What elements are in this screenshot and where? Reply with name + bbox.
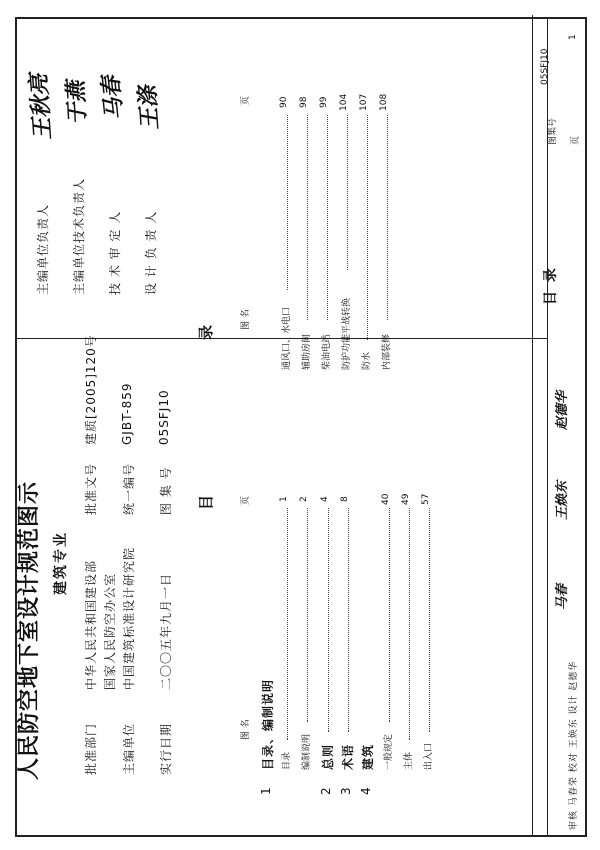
title-block-atlas-no: 05SFJ10	[540, 48, 550, 85]
info-value-date: 二〇〇五年九月一日	[159, 572, 173, 690]
toc-page: 8	[340, 496, 350, 502]
info-label-doc-no: 批准文号	[84, 462, 98, 515]
toc-col-name-left: 图 名	[241, 719, 251, 740]
toc-item: 柴油电站	[322, 333, 332, 370]
toc-item: 总则	[321, 743, 335, 770]
toc-leader	[347, 115, 348, 270]
page-title: 人民防空地下室设计规范图示	[16, 480, 42, 780]
toc-page: 98	[299, 96, 309, 108]
toc-num: 3	[339, 786, 353, 795]
toc-item: 术语	[341, 743, 355, 770]
toc-page: 4	[320, 496, 330, 502]
toc-leader	[387, 115, 388, 320]
info-value-atlas-no: 05SFJ10	[157, 389, 171, 445]
toc-page: 40	[381, 493, 391, 505]
toc-page: 104	[339, 93, 349, 111]
toc-num: 2	[319, 786, 333, 795]
info-value-editor: 中国建筑标准设计研究院	[122, 546, 136, 690]
toc-page: 107	[359, 93, 369, 111]
info-value-approver: 中华人民共和国建设部	[84, 559, 98, 690]
title-block-page-no: 1	[568, 34, 578, 40]
toc-item: 防水	[362, 351, 372, 370]
info-value-unified-no: GJBT-859	[120, 382, 134, 445]
signature-atlas-a: 马春	[555, 583, 570, 610]
role-chief-unit: 主编单位负责人	[36, 203, 50, 295]
toc-heading-left: 目	[197, 494, 215, 510]
role-design-lead: 设 计 负 责 人	[144, 210, 158, 295]
info-label-approver: 批准部门	[84, 722, 98, 775]
signature-tech-lead: 于燕	[62, 80, 92, 126]
page-subtitle: 建筑专业	[53, 531, 69, 595]
toc-leader	[389, 508, 390, 722]
signature-chief-unit: 王秋亮	[25, 73, 57, 141]
title-block-rule	[532, 15, 533, 835]
toc-leader	[307, 115, 308, 320]
toc-leader	[327, 115, 328, 320]
toc-col-page-right: 页	[241, 95, 251, 105]
toc-leader	[307, 508, 308, 722]
toc-col-page-left: 页	[241, 495, 251, 505]
role-reviewer: 技 术 审 定 人	[108, 210, 122, 295]
toc-leader	[287, 115, 288, 290]
info-value-doc-no: 建质[2005]120号	[84, 334, 98, 445]
toc-num: 4	[359, 786, 373, 795]
toc-page: 108	[379, 93, 389, 111]
signature-design-lead: 王涤	[134, 85, 164, 131]
toc-page: 90	[279, 96, 289, 108]
toc-leader	[409, 508, 410, 740]
toc-leader	[348, 508, 349, 732]
info-label-editor: 主编单位	[122, 722, 136, 775]
toc-leader	[429, 508, 430, 732]
toc-item: 建筑	[361, 743, 375, 770]
toc-item: 内部装修	[382, 333, 392, 370]
info-value-approver-2: 国家人民防空办公室	[103, 572, 117, 690]
toc-page: 2	[299, 496, 309, 502]
signature-reviewer: 马春	[97, 74, 129, 122]
toc-item: 目录、编制说明	[261, 678, 275, 770]
toc-leader	[367, 115, 368, 340]
toc-item: 目录	[282, 751, 292, 770]
signature-atlas-b: 王焕东	[555, 480, 570, 520]
toc-page: 1	[279, 496, 289, 502]
role-tech-lead: 主编单位技术负责人	[72, 177, 86, 295]
toc-item: 出入口	[424, 742, 434, 770]
title-block-staff: 审核 马春荣 校对 王焕东 设计 赵德华	[569, 660, 579, 830]
toc-page: 49	[401, 493, 411, 505]
toc-col-name-right: 图 名	[241, 309, 251, 330]
info-label-unified-no: 统一编号	[122, 462, 136, 515]
info-label-atlas-no: 图 集 号	[159, 466, 173, 515]
title-block-name: 目 录	[543, 266, 559, 305]
toc-page: 99	[319, 96, 329, 108]
toc-item: 辅助房间	[302, 333, 312, 370]
title-block-page-label: 页	[571, 135, 581, 145]
toc-item: 一般规定	[384, 733, 394, 770]
toc-page: 57	[421, 493, 431, 505]
toc-heading-right: 录	[197, 324, 215, 340]
title-block-atlas-label: 图集号	[548, 117, 558, 145]
toc-item: 编制说明	[302, 733, 312, 770]
toc-item: 防护功能平战转换	[342, 297, 352, 370]
signature-atlas-c: 赵德华	[555, 390, 570, 430]
toc-leader	[328, 508, 329, 732]
toc-item: 通风口、水电口	[282, 306, 292, 370]
toc-num: 1	[259, 786, 273, 795]
toc-item: 主体	[404, 751, 414, 770]
info-label-date: 实行日期	[159, 722, 173, 775]
toc-leader	[287, 508, 288, 740]
